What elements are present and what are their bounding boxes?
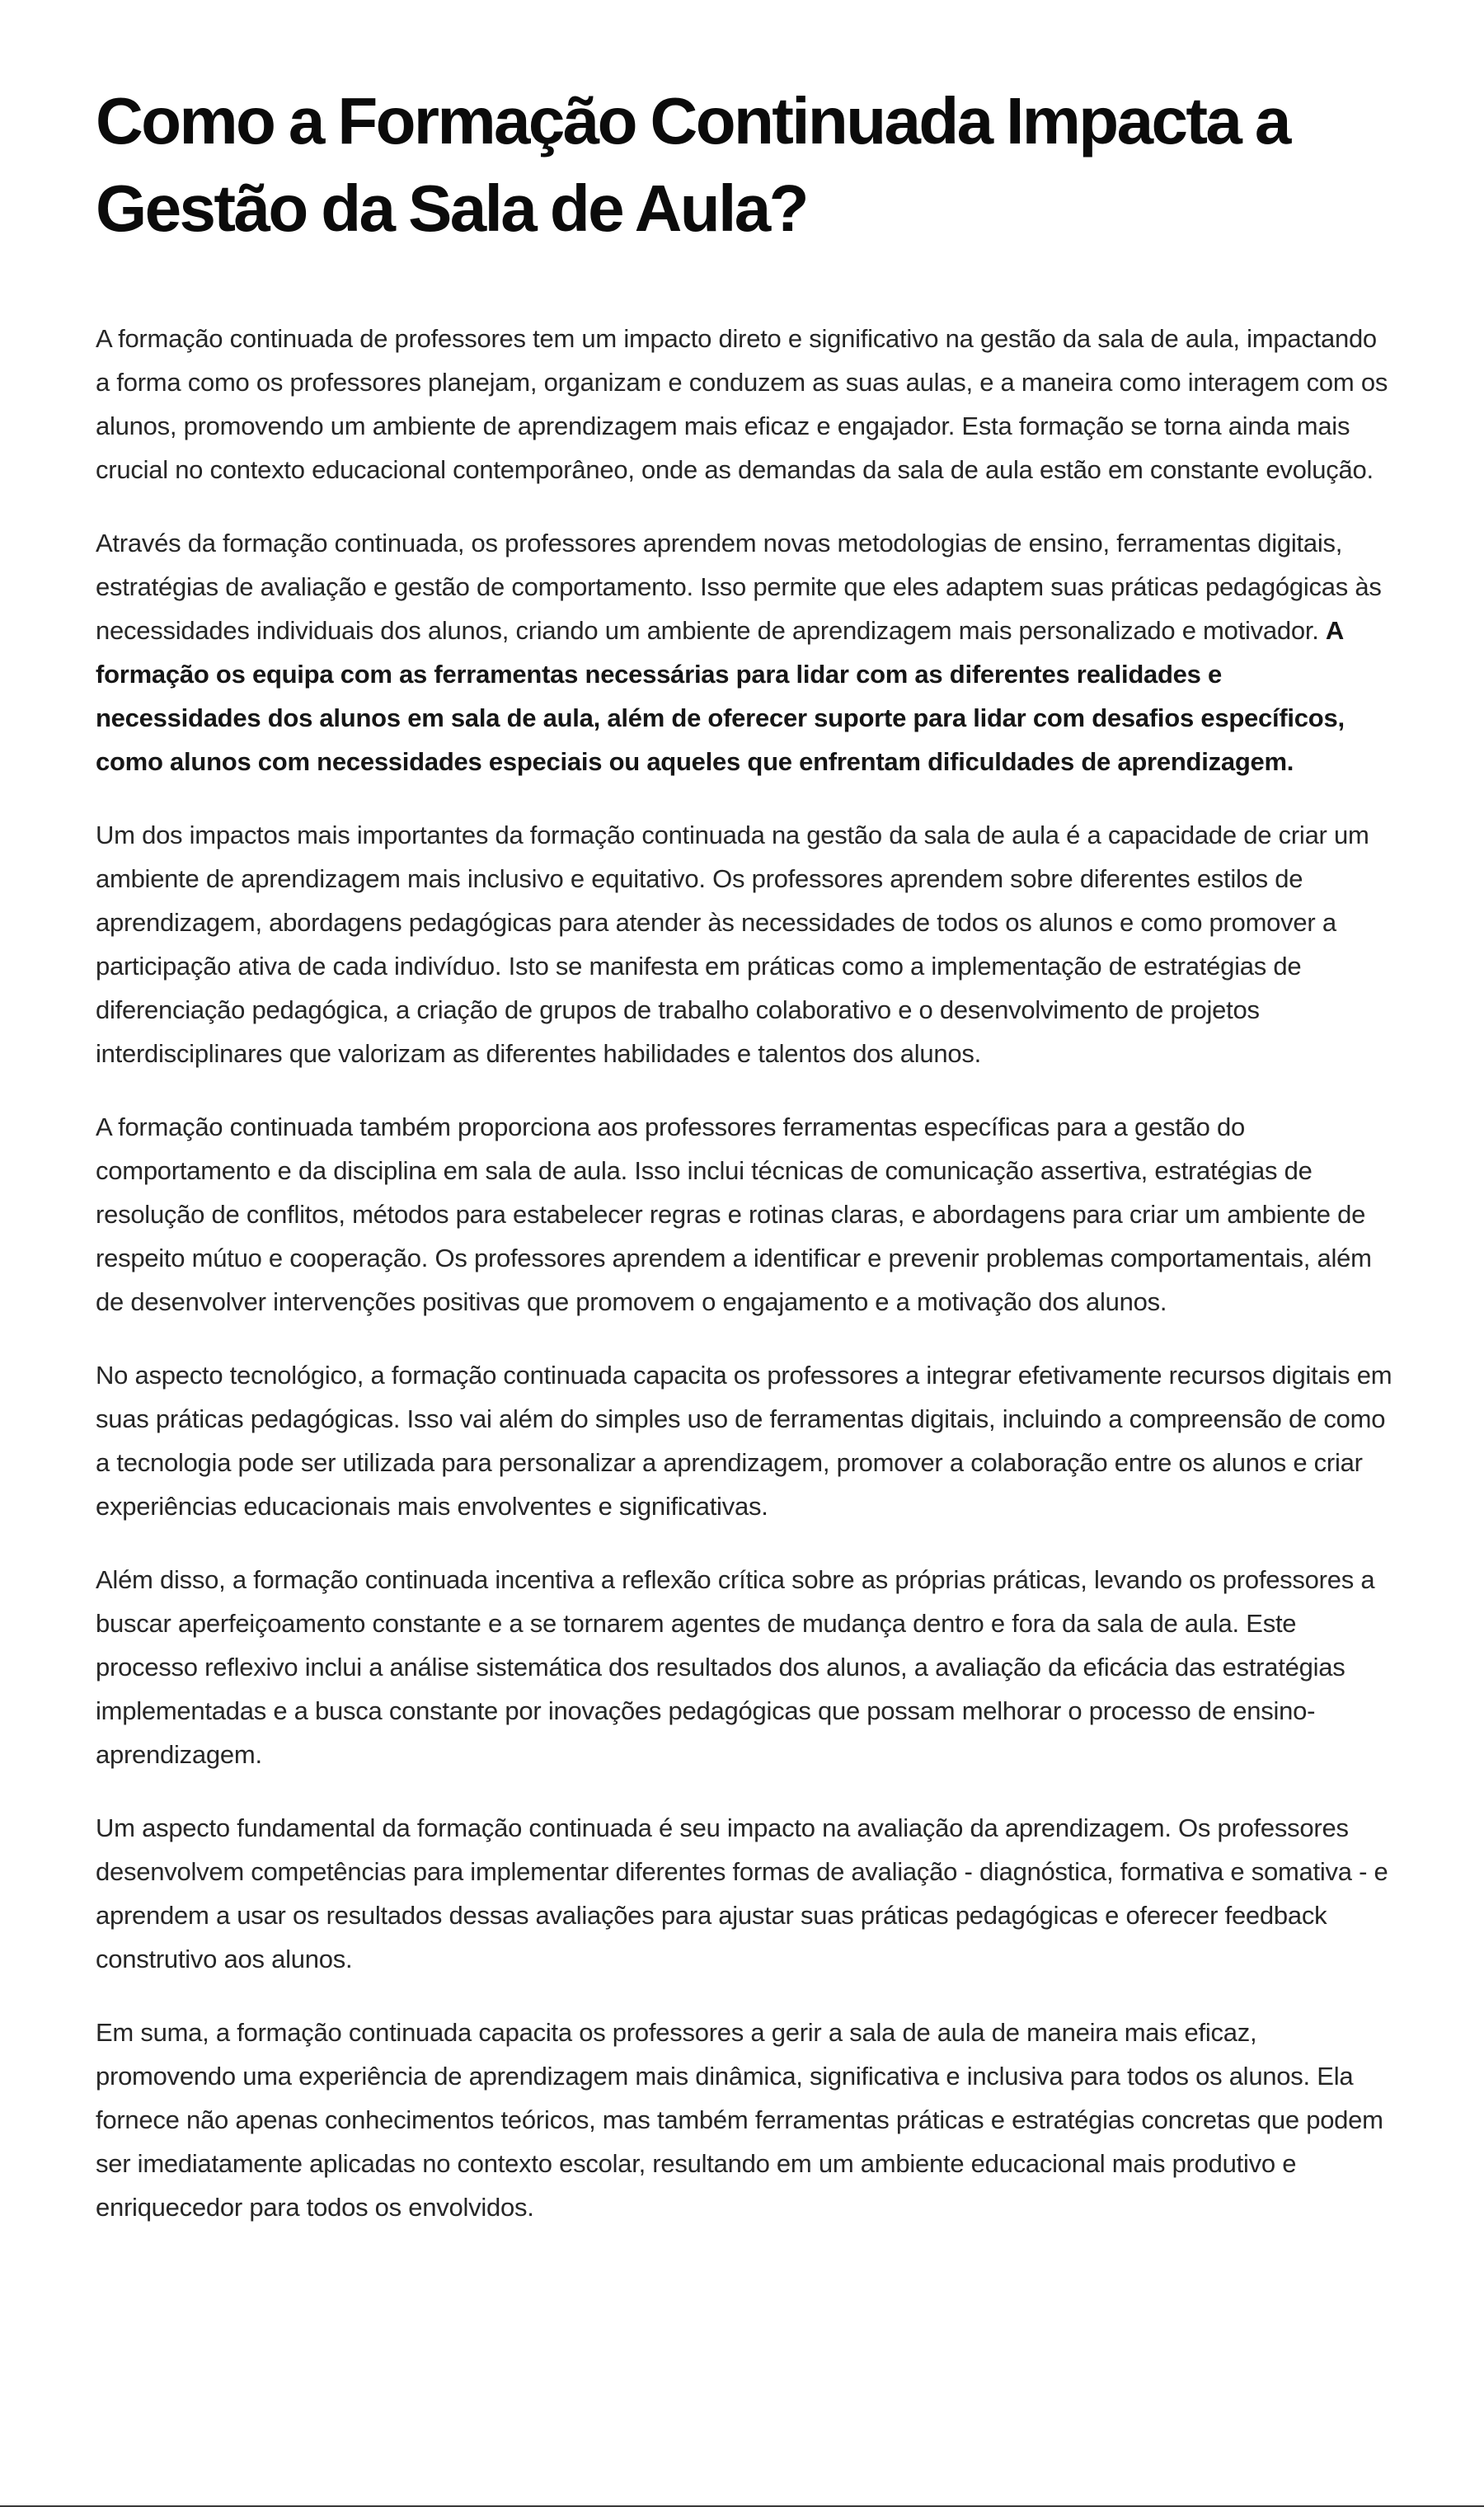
paragraph-text: A formação continuada também proporciona aos professores ferramentas específicas para a gestão do comportamento e da disciplina em sala de aula. Isso inclui técnicas de comunicação assertiva, estratégias de resolução de conflitos, métodos para estabelecer regras e rotinas claras, e abordagens para criar um ambiente de respeito mútuo e cooperação. Os professores aprendem a identificar e prevenir problemas comportamentais, além de desenvolver intervenções positivas que promovem o engajamento e a motivação dos alunos.: [96, 1112, 1372, 1316]
paragraph-text: Além disso, a formação continuada incentiva a reflexão crítica sobre as próprias práticas, levando os professores a buscar aperfeiçoamento constante e a se tornarem agentes de mudança dentro e fora da sala de aula. Este processo reflexivo inclui a análise sistemática dos resultados dos alunos, a avaliação da eficácia das estratégias implementadas e a busca constante por inovações pedagógicas que possam melhorar o processo de ensino-aprendizagem.: [96, 1565, 1375, 1769]
paragraph-text: No aspecto tecnológico, a formação continuada capacita os professores a integrar efetivamente recursos digitais em suas práticas pedagógicas. Isso vai além do simples uso de ferramentas digitais, incluindo a compreensão de como a tecnologia pode ser utilizada para personalizar a aprendizagem, promover a colaboração entre os alunos e criar experiências educacionais mais envolventes e significativas.: [96, 1361, 1392, 1521]
paragraph-4: [96, 1105, 1393, 1324]
paragraph-6: [96, 1558, 1393, 1776]
paragraph-1: [96, 317, 1393, 492]
paragraph-5: [96, 1353, 1393, 1528]
article: [96, 78, 1393, 2259]
paragraph-8: [96, 2011, 1393, 2229]
paragraph-text: Através da formação continuada, os professores aprendem novas metodologias de ensino, ferramentas digitais, estratégias de avaliação e gestão de comportamento. Isso permite que eles adaptem suas práticas pedagógicas às necessidades individuais dos alunos, criando um ambiente de aprendizagem mais personalizado e motivador.: [96, 529, 1382, 645]
paragraph-2: [96, 521, 1393, 783]
paragraph-text: A formação continuada de professores tem um impacto direto e significativo na gestão da sala de aula, impactando a forma como os professores planejam, organizam e conduzem as suas aulas, e a maneira como interagem com os alunos, promovendo um ambiente de aprendizagem mais eficaz e engajador. Esta formação se torna ainda mais crucial no contexto educacional contemporâneo, onde as demandas da sala de aula estão em constante evolução.: [96, 324, 1388, 484]
paragraph-7: [96, 1806, 1393, 1981]
paragraph-text: Um aspecto fundamental da formação continuada é seu impacto na avaliação da aprendizagem. Os professores desenvolvem competências para implementar diferentes formas de avaliação - diagnóstica, formativa e somativa - e aprendem a usar os resultados dessas avaliações para ajustar suas práticas pedagógicas e oferecer feedback construtivo aos alunos.: [96, 1813, 1388, 1973]
paragraph-text: Em suma, a formação continuada capacita os professores a gerir a sala de aula de maneira mais eficaz, promovendo uma experiência de aprendizagem mais dinâmica, significativa e inclusiva para todos os alunos. Ela fornece não apenas conhecimentos teóricos, mas também ferramentas práticas e estratégias concretas que podem ser imediatamente aplicadas no contexto escolar, resultando em um ambiente educacional mais produtivo e enriquecedor para todos os envolvidos.: [96, 2018, 1383, 2222]
paragraph-3: [96, 813, 1393, 1075]
article-title: Como a Formação Continuada Impacta a Gestão da Sala de Aula?: [96, 84, 1289, 245]
paragraph-text: Um dos impactos mais importantes da formação continuada na gestão da sala de aula é a capacidade de criar um ambiente de aprendizagem mais inclusivo e equitativo. Os professores aprendem sobre diferentes estilos de aprendizagem, abordagens pedagógicas para atender às necessidades de todos os alunos e como promover a participação ativa de cada indivíduo. Isto se manifesta em práticas como a implementação de estratégias de diferenciação pedagógica, a criação de grupos de trabalho colaborativo e o desenvolvimento de projetos interdisciplinares que valorizam as diferentes habilidades e talentos dos alunos.: [96, 821, 1369, 1068]
paragraph-bold-highlight: A formação os equipa com as ferramentas necessárias para lidar com as diferentes realidades e necessidades dos alunos em sala de aula, além de oferecer suporte para lidar com desafios específicos, como alunos com necessidades especiais ou aqueles que enfrentam dificuldades de aprendizagem.: [96, 616, 1345, 776]
